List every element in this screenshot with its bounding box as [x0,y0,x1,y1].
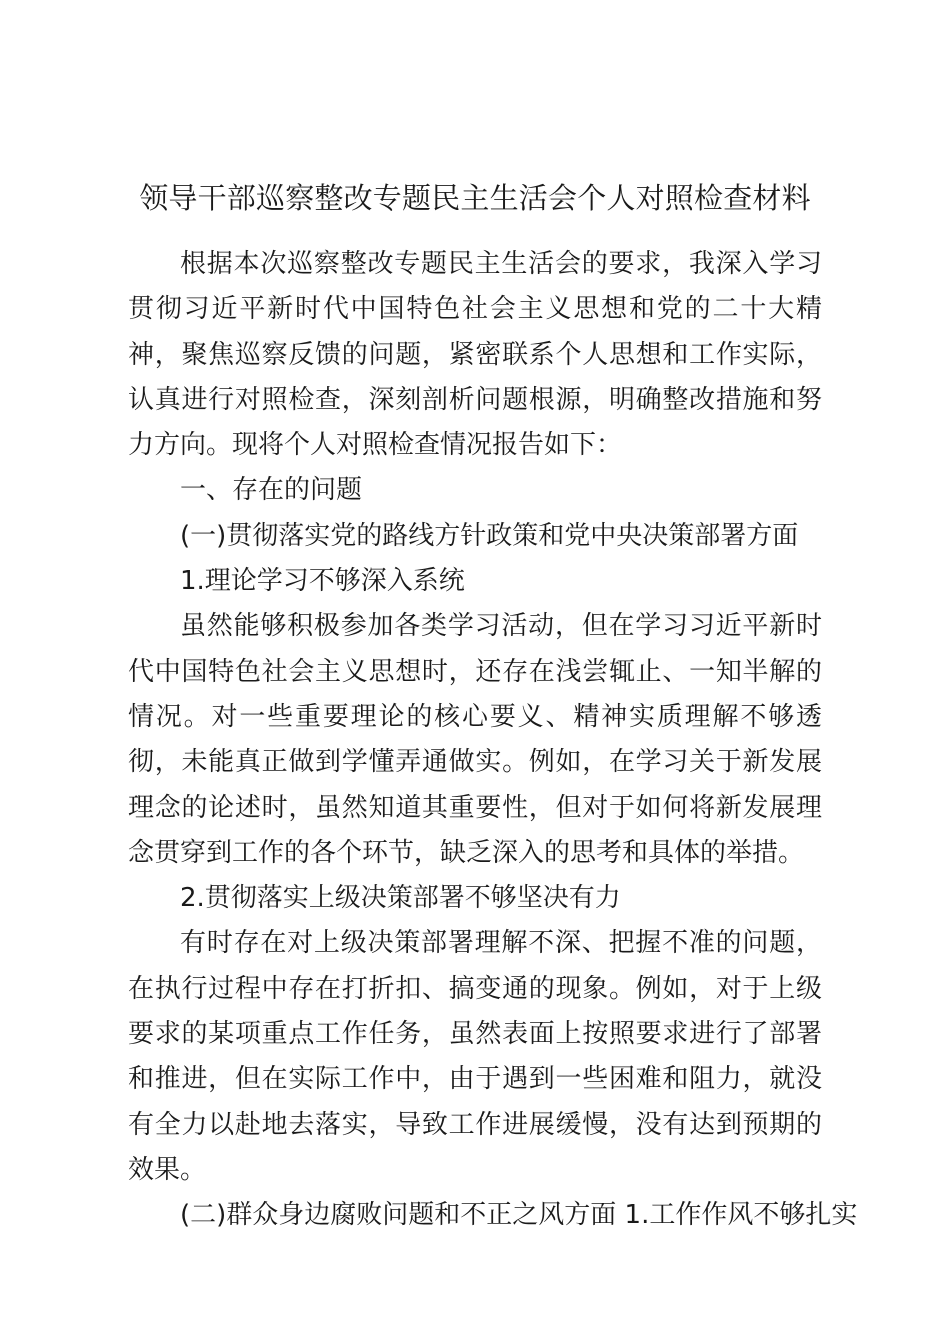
intro-paragraph: 根据本次巡察整改专题民主生活会的要求，我深入学习贯彻习近平新时代中国特色社会主义思想和党的二十大精神，聚焦巡察反馈的问题，紧密联系个人思想和工作实际，认真进行对照检查，深刻剖析问题根源，明确整改措施和努力方向。现将个人对照检查情况报告如下： [128,249,822,461]
document-body [128,242,858,1239]
document-title: 领导干部巡察整改专题民主生活会个人对照检查材料 [139,181,811,215]
item-heading: 2.贯彻落实上级决策部署不够坚决有力 [180,883,621,914]
body-paragraph: 虽然能够积极参加各类学习活动，但在学习习近平新时代中国特色社会主义思想时，还存在浅尝辄止、一知半解的情况。对一些重要理论的核心要义、精神实质理解不够透彻，未能真正做到学懂弄通做实。例如，在学习关于新发展理念的论述时，虽然知道其重要性，但对于如何将新发展理念贯穿到工作的各个环节，缺乏深入的思考和具体的举措。 [128,611,822,868]
section-heading: 一、存在的问题 [180,475,363,506]
subsection-heading: (一)贯彻落实党的路线方针政策和党中央决策部署方面 [180,520,799,551]
subsection-heading: (二)群众身边腐败问题和不正之风方面 1.工作作风不够扎实 [180,1200,858,1231]
item-heading: 1.理论学习不够深入系统 [180,566,465,597]
body-paragraph: 有时存在对上级决策部署理解不深、把握不准的问题，在执行过程中存在打折扣、搞变通的现象。例如，对于上级要求的某项重点工作任务，虽然表面上按照要求进行了部署和推进，但在实际工作中，由于遇到一些困难和阻力，就没有全力以赴地去落实，导致工作进展缓慢，没有达到预期的效果。 [128,928,822,1185]
